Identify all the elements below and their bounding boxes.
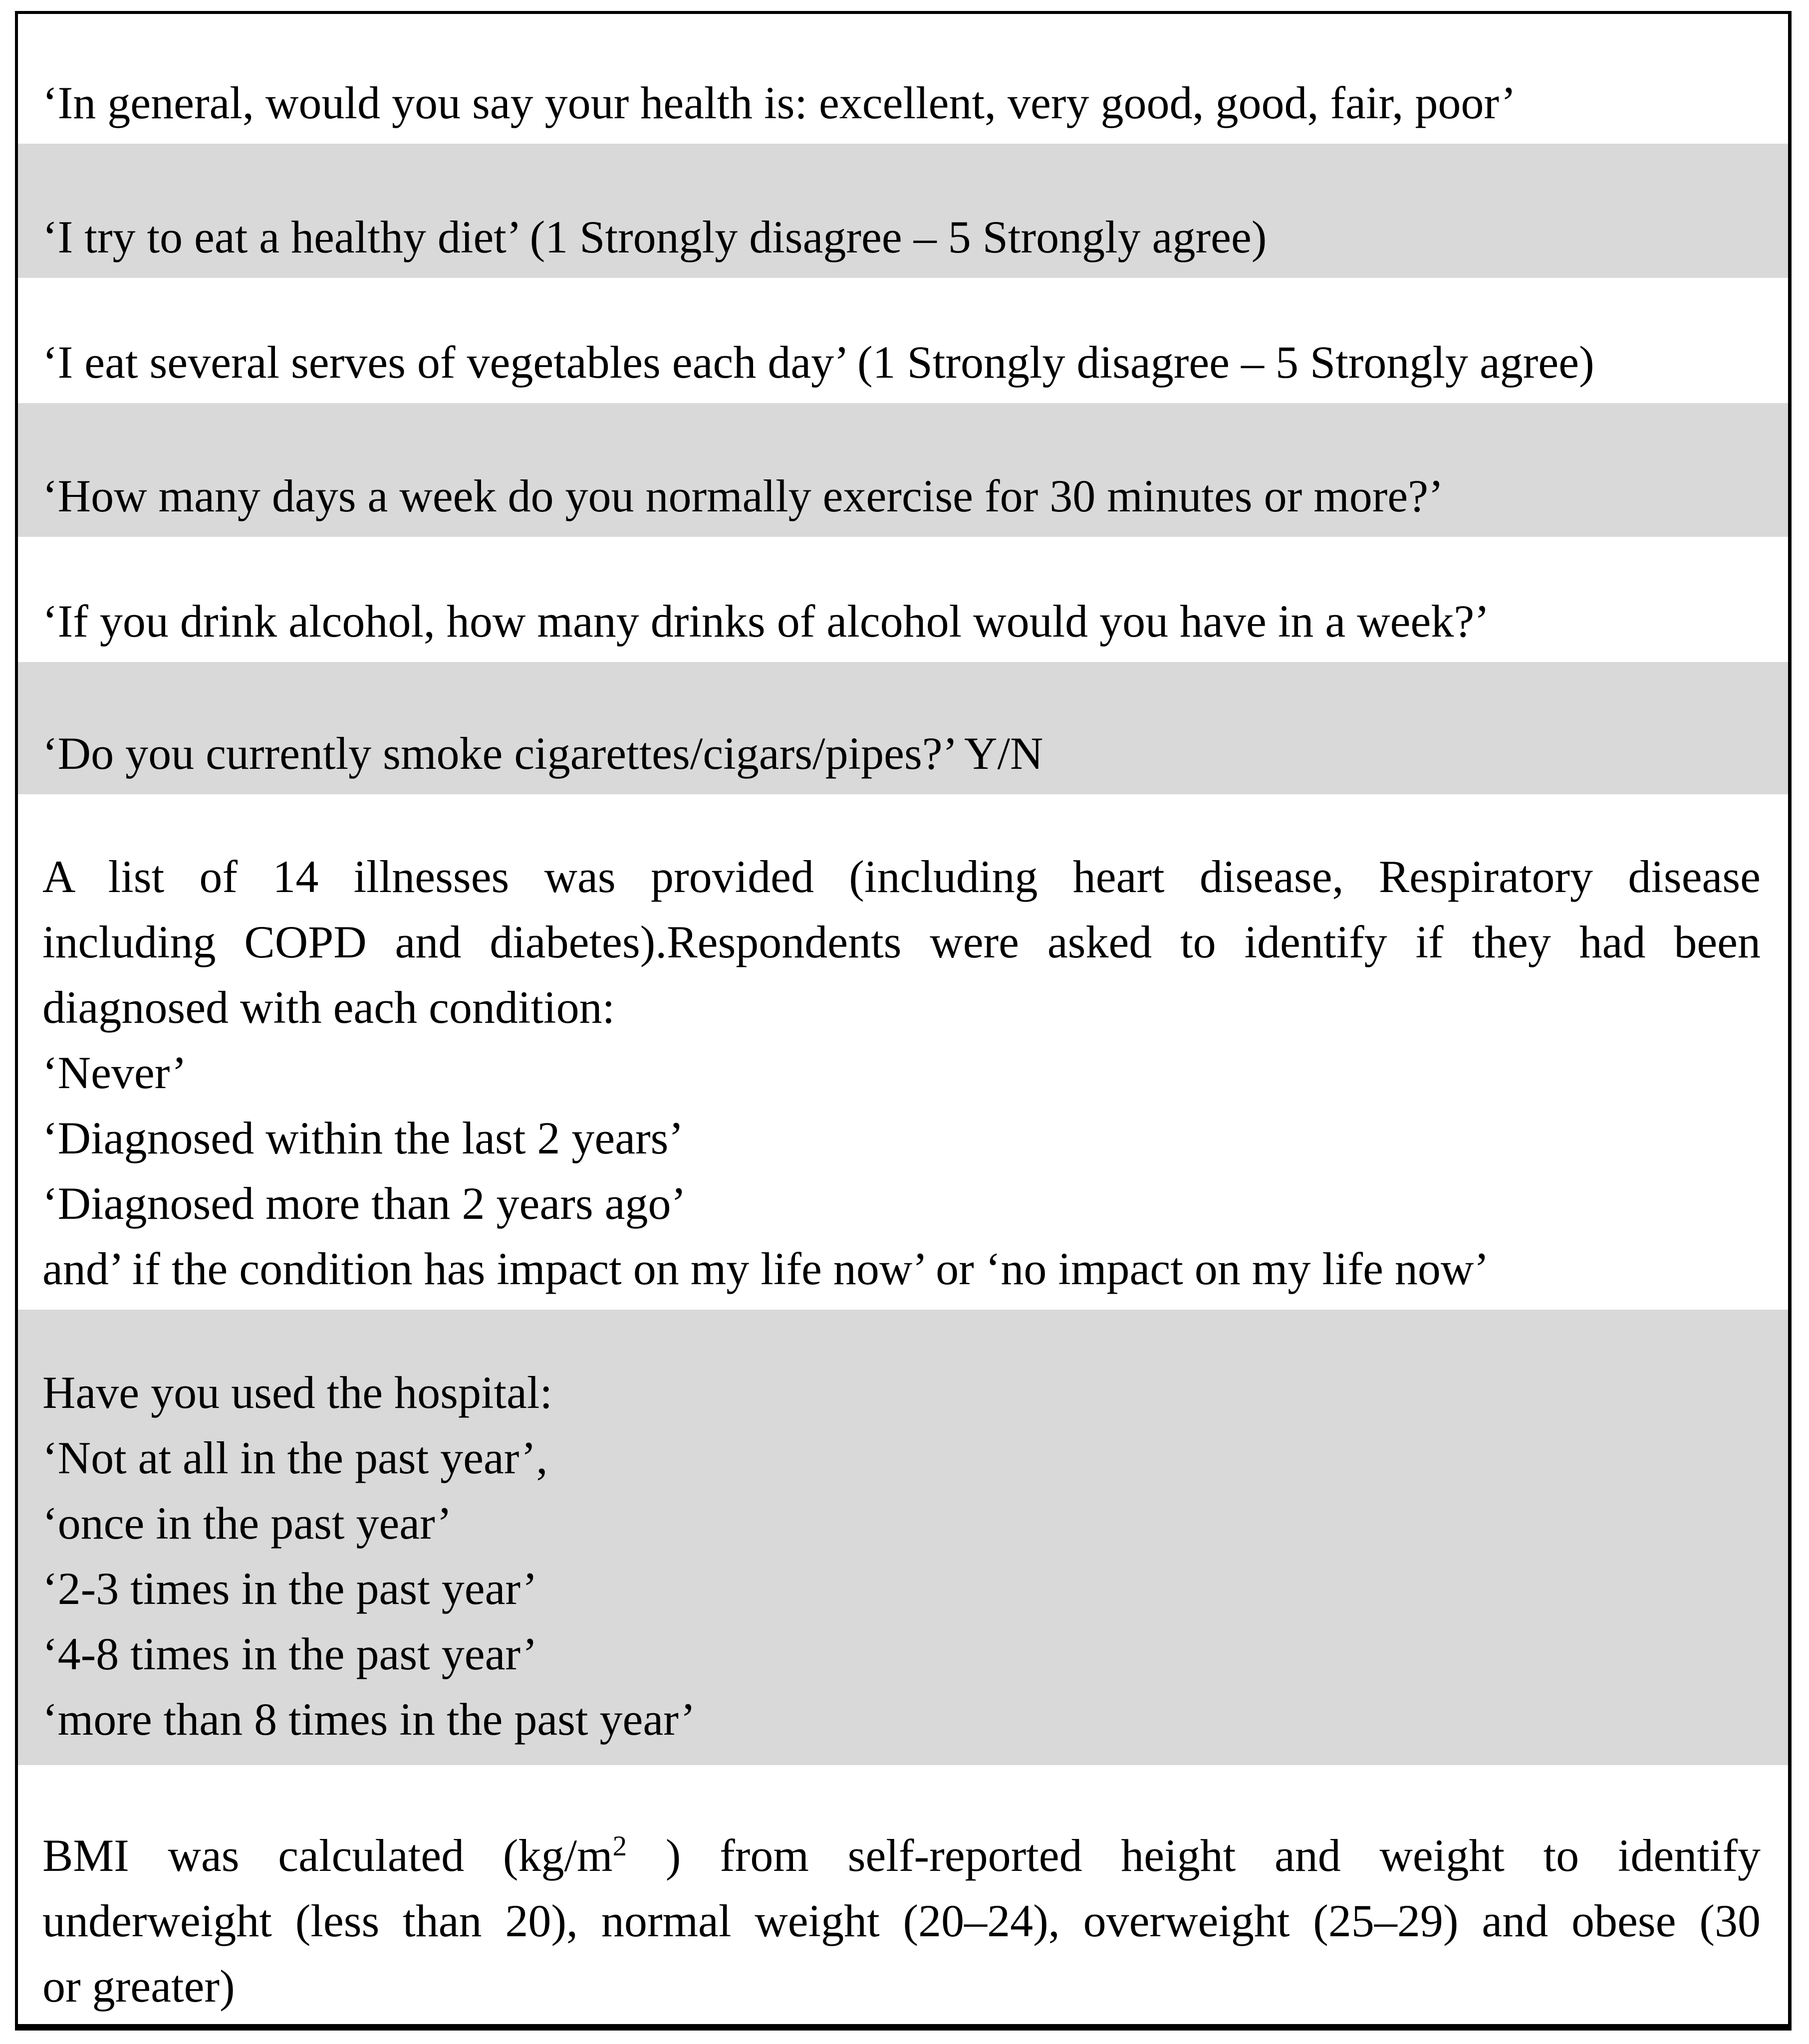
illness-paragraph-line-2: including COPD and diabetes).Respondents were asked to identify if they had been — [42, 916, 1761, 967]
bmi-superscript-2: 2 — [612, 1830, 627, 1862]
row-healthy-diet — [18, 144, 1788, 278]
bmi-line-1-post: ) from self-reported height and weight to identify — [627, 1830, 1761, 1881]
hospital-option-2-3-times: ‘2-3 times in the past year’ — [42, 1563, 538, 1614]
bmi-line-2: underweight (less than 20), normal weight (20–24), overweight (25–29) and obese (30 — [42, 1895, 1761, 1946]
row-bmi — [18, 1765, 1788, 2024]
bmi-line-3: or greater) — [42, 1961, 235, 2012]
row-general-health — [18, 14, 1788, 144]
illness-option-diagnosed-more-2-years: ‘Diagnosed more than 2 years ago’ — [42, 1178, 687, 1229]
bmi-line-1-pre: BMI was calculated (kg/m — [42, 1830, 613, 1881]
question-alcohol: ‘If you drink alcohol, how many drinks of alcohol would you have in a week?’ — [42, 596, 1490, 647]
illness-paragraph-line-3: diagnosed with each condition: — [42, 982, 615, 1033]
row-smoking — [18, 662, 1788, 794]
row-exercise — [18, 403, 1788, 537]
hospital-use-prompt: Have you used the hospital: — [42, 1367, 553, 1418]
question-general-health: ‘In general, would you say your health is: excellent, very good, good, fair, poor’ — [42, 77, 1517, 128]
illness-option-never: ‘Never’ — [42, 1047, 187, 1098]
question-vegetables: ‘I eat several serves of vegetables each day’ (1 Strongly disagree – 5 Strongly agree) — [42, 337, 1594, 388]
question-smoking: ‘Do you currently smoke cigarettes/cigars/pipes?’ Y/N — [42, 728, 1043, 779]
row-hospital-use — [18, 1310, 1788, 1765]
row-vegetables — [18, 278, 1788, 403]
illness-option-impact: and’ if the condition has impact on my life now’ or ‘no impact on my life now’ — [42, 1243, 1489, 1294]
hospital-option-more-than-8: ‘more than 8 times in the past year’ — [42, 1694, 696, 1745]
row-illness-diagnosis — [18, 794, 1788, 1310]
illness-option-diagnosed-2-years: ‘Diagnosed within the last 2 years’ — [42, 1113, 684, 1163]
question-healthy-diet: ‘I try to eat a healthy diet’ (1 Strongly disagree – 5 Strongly agree) — [42, 212, 1267, 262]
survey-measures-table — [15, 11, 1792, 2031]
row-alcohol — [18, 537, 1788, 662]
question-exercise: ‘How many days a week do you normally exercise for 30 minutes or more?’ — [42, 470, 1444, 521]
illness-paragraph-line-1: A list of 14 illnesses was provided (including heart disease, Respiratory disease — [42, 851, 1761, 902]
bmi-line-1 — [42, 1823, 1761, 1888]
hospital-option-4-8-times: ‘4-8 times in the past year’ — [42, 1628, 538, 1679]
hospital-option-not-at-all: ‘Not at all in the past year’, — [42, 1432, 548, 1483]
hospital-option-once: ‘once in the past year’ — [42, 1498, 452, 1549]
